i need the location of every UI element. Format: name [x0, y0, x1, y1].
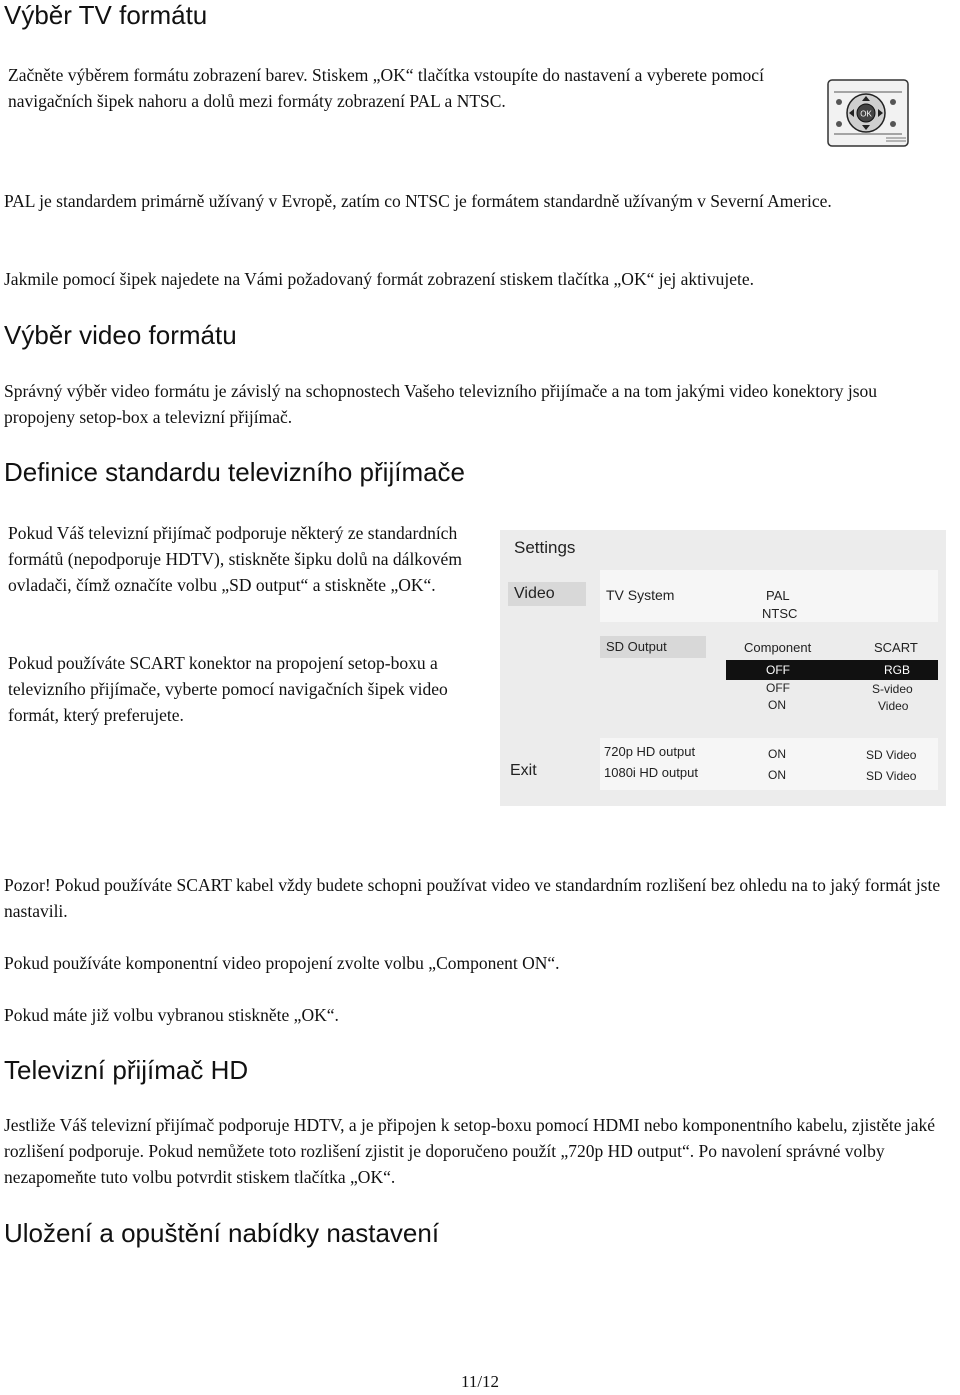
paragraph-pal-ntsc: PAL je standardem primárně užívaný v Evropě, zatím co NTSC je formátem standardně užívaným v Severní Americe. — [4, 191, 832, 211]
scart-rgb: RGB — [884, 663, 911, 677]
sd-output-label: SD Output — [606, 639, 667, 654]
paragraph-sd-output: Pokud Váš televizní přijímač podporuje některý ze standardních formátů (nepodporuje HDTV), stiskněte šipku dolů na dálkovém ovladači, čímž označíte volbu „SD output“ a stiskněte „OK“. — [8, 523, 462, 595]
tv-system-ntsc: NTSC — [762, 606, 798, 621]
scart-video: Video — [878, 699, 909, 713]
paragraph-confirm: Pokud máte již volbu vybranou stiskněte „OK“. — [4, 1005, 339, 1025]
component-on: ON — [768, 698, 786, 712]
remote-dpad-icon — [826, 78, 910, 148]
menu-item-video: Video — [514, 585, 555, 602]
section-title-tv-hd: Televizní přijímač HD — [4, 1055, 249, 1085]
component-off-selected: OFF — [766, 663, 790, 677]
tv-system-label: TV System — [606, 587, 675, 603]
paragraph-warning: Pozor! Pokud používáte SCART kabel vždy budete schopni používat video ve standardním rozlišení bez ohledu na to jaký formát jste nastavili. — [4, 875, 941, 921]
hd1080-scart: SD Video — [866, 769, 917, 783]
section-title-tv-standard: Definice standardu televizního přijímače — [4, 457, 466, 487]
menu-item-exit: Exit — [510, 762, 537, 779]
component-off: OFF — [766, 681, 790, 695]
paragraph-component: Pokud používáte komponentní video propojení zvolte volbu „Component ON“. — [4, 953, 560, 973]
hd720-label: 720p HD output — [604, 744, 696, 759]
section-title-tv-format: Výběr TV formátu — [4, 0, 208, 30]
paragraph-video-format: Správný výběr video formátu je závislý na schopnostech Vašeho televizního přijímače a na tom jakými video konektory jsou propojeny setop-box a televizní přijímač. — [4, 381, 878, 427]
scart-header: SCART — [874, 640, 918, 655]
hd1080-label: 1080i HD output — [604, 765, 698, 780]
hd720-value: ON — [768, 747, 786, 761]
hd1080-value: ON — [768, 768, 786, 782]
page-number: 11/12 — [460, 1372, 500, 1391]
paragraph-activate-format: Jakmile pomocí šipek najedete na Vámi požadovaný formát zobrazení stiskem tlačítka „OK“ jej aktivujete. — [4, 269, 754, 289]
paragraph-tv-format-intro: Začněte výběrem formátu zobrazení barev. Stiskem „OK“ tlačítka vstoupíte do nastavení a vyberete pomocí navigačních šipek nahoru a dolů mezi formáty zobrazení PAL a NTSC. — [8, 65, 764, 111]
settings-title: Settings — [514, 538, 576, 557]
tv-system-pal: PAL — [766, 588, 790, 603]
section-title-save-exit: Uložení a opuštění nabídky nastavení — [4, 1218, 440, 1248]
hd720-scart: SD Video — [866, 748, 917, 762]
scart-svideo: S-video — [872, 682, 913, 696]
paragraph-scart: Pokud používáte SCART konektor na propojení setop-boxu a televizního přijímače, vyberte pomocí navigačních šipek video formát, který preferujete. — [8, 653, 448, 725]
remote-ok-label: OK — [860, 109, 872, 119]
settings-screen-image — [500, 530, 946, 806]
paragraph-tv-hd: Jestliže Váš televizní přijímač podporuje HDTV, a je připojen k setop-boxu pomocí HDMI nebo komponentního kabelu, zjistěte jaké rozlišení podporuje. Pokud nemůžete toto rozlišení zjistit je doporučeno použít „720p HD output“. Po navolení správné volby nezapomeňte tuto volbu potvrdit stiskem tlačítka „OK“. — [4, 1115, 936, 1187]
section-title-video-format: Výběr video formátu — [4, 320, 237, 350]
component-header: Component — [744, 640, 812, 655]
remote-control-image — [826, 78, 910, 148]
